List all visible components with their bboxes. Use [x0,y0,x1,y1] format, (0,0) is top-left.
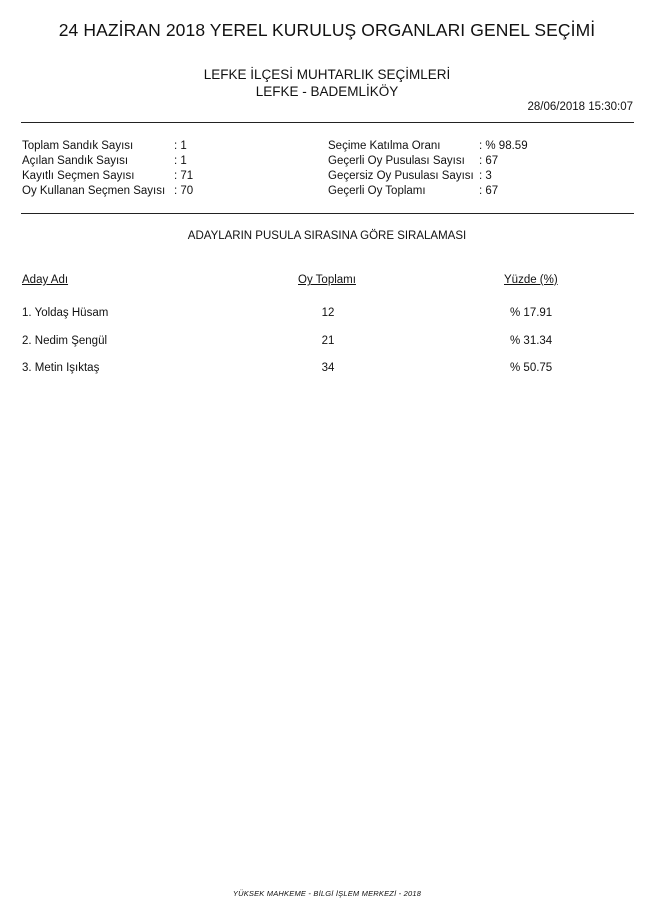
stats-divider [21,213,634,214]
stat-label: Geçerli Oy Toplamı [328,185,426,197]
stat-value: : 70 [174,185,194,197]
stat-value: : 67 [479,155,499,167]
column-header-votes: Oy Toplamı [298,274,356,286]
column-header-percent: Yüzde (%) [504,274,558,286]
stat-opened-ballot-boxes [22,154,187,169]
stat-value: : 1 [174,155,187,167]
stat-label: Geçerli Oy Pusulası Sayısı [328,155,465,167]
table-row [0,307,654,335]
timestamp: 28/06/2018 15:30:07 [527,101,633,113]
stat-label: Kayıtlı Seçmen Sayısı [22,170,135,182]
stat-turnout-rate [328,139,528,154]
candidate-votes: 34 [321,362,335,374]
column-header-candidate: Aday Adı [22,274,69,286]
stat-value: : 3 [479,170,492,182]
stat-total-ballot-boxes [22,139,187,154]
candidate-votes: 21 [321,334,335,347]
stat-value: : 67 [479,185,499,197]
stat-value: : 71 [174,170,194,182]
stat-value: : % 98.59 [479,140,528,152]
results-section-title: ADAYLARIN PUSULA SIRASINA GÖRE SIRALAMASI [187,230,467,242]
election-subtitle: LEFKE İLÇESİ MUHTARLIK SEÇİMLERİ [203,67,451,82]
stat-label: Açılan Sandık Sayısı [22,155,129,167]
stat-registered-voters [22,169,194,184]
candidate-name: 1. Yoldaş Hüsam [22,307,109,319]
stat-valid-ballots [328,154,499,169]
candidate-name: 2. Nedim Şengül [22,334,108,347]
stat-label: Toplam Sandık Sayısı [22,140,134,152]
table-row [0,335,654,363]
stat-voters-voted [22,184,194,199]
candidate-percent: % 31.34 [510,334,553,347]
stat-label: Seçime Katılma Oranı [328,140,441,152]
candidate-name: 3. Metin Işıktaş [22,362,100,374]
stats-right [328,139,528,199]
stat-label: Geçersiz Oy Pusulası Sayısı [328,170,474,182]
table-row [0,362,654,390]
stat-invalid-ballots [328,169,492,184]
stat-label: Oy Kullanan Seçmen Sayısı [22,185,166,197]
location-subtitle: LEFKE - BADEMLİKÖY [255,84,399,99]
candidate-votes: 12 [321,307,335,319]
top-divider [21,122,634,123]
results-table [0,307,654,390]
stats-left [22,139,194,199]
candidate-percent: % 17.91 [510,307,553,319]
stat-valid-votes-total [328,184,499,199]
candidate-percent: % 50.75 [510,362,553,374]
page-title: 24 HAZİRAN 2018 YEREL KURULUŞ ORGANLARI GENEL SEÇİMİ [58,20,596,40]
footer-text: YÜKSEK MAHKEME - BİLGİ İŞLEM MERKEZİ - 2018 [232,889,422,898]
stat-value: : 1 [174,140,187,152]
